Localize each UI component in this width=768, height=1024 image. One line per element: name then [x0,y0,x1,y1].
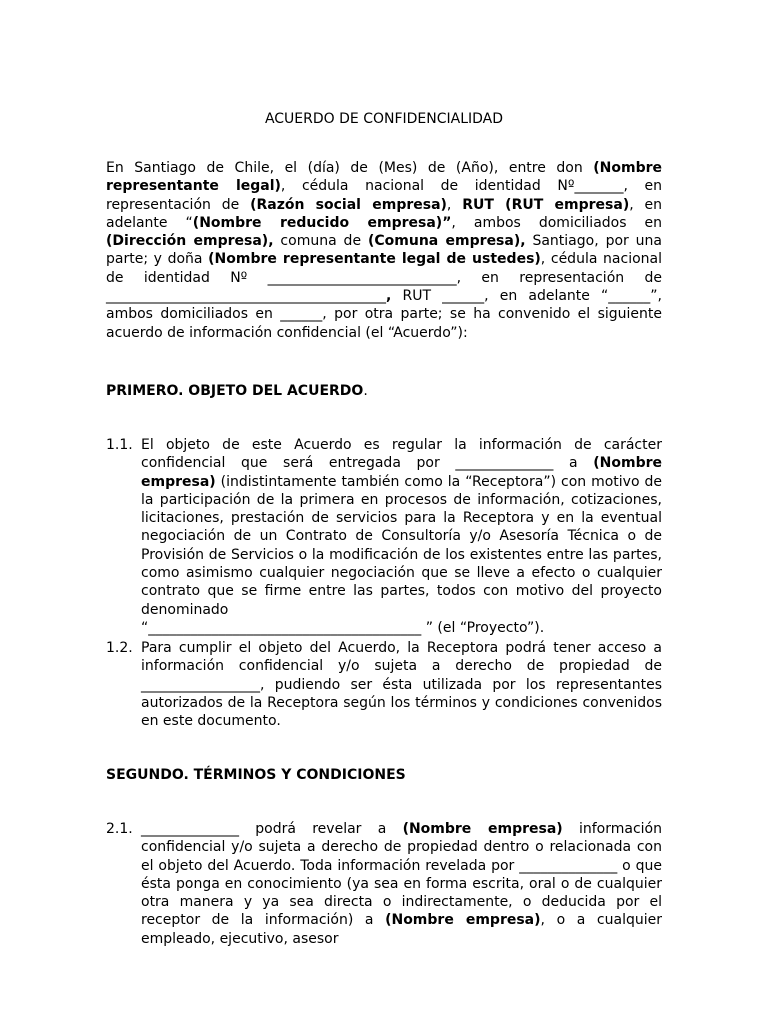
clause-number: 2.1. [106,821,133,837]
intro-text: , cédula nacional de identidad Nº ___________________________, en representación de ________________________________________ [106,251,662,305]
section-heading-segundo [106,766,662,784]
clause-text-part: (indistintamente también como la “Receptora”) con motivo de la participación de la primera en procesos de información, cotizaciones, licitaciones, prestación de servicios para la Receptora y en la eventual negociación de un Contrato de Consultoría y/o Asesoría Técnica o de Provisión de Servicios o la modificación de los existentes entre las partes, como asimismo cualquier negociación que se lleve a efecto o cualquier contrato que se firme entre las partes, todos con motivo del proyecto denominado [141,473,662,618]
intro-text: comuna de [273,233,368,250]
intro-text: , en adelante “ [106,196,662,231]
intro-text: , [446,196,463,213]
intro-bold-address: (Dirección empresa), [106,233,274,250]
intro-paragraph [106,159,662,342]
clause-end-line: “_______________________________________ ” (el “Proyecto”). [141,619,545,636]
clause-text: Para cumplir el objeto del Acuerdo, la Receptora podrá tener acceso a información confidencial y/o sujeta a derecho de propiedad de _________________, pudiendo ser ésta utilizada por los representantes autorizados de la Receptora según los términos y condiciones convenidos en este documento. [141,640,662,730]
section-heading-text: PRIMERO. OBJETO DEL ACUERDO [106,383,364,399]
clause-text-part: información confidencial y/o sujeta a derecho de propiedad dentro o relacionada con el objeto del Acuerdo. Toda información revelada por ______________ o que ésta ponga en conocimiento (ya sea en forma escrita, oral o de cualquier otra manera y ya sea directa o indirectamente, o deducida por el receptor de la información) a [141,821,662,929]
clause-text [141,820,662,948]
intro-text: Santiago, por una parte; y doña [106,233,662,268]
intro-bold-your-representative: (Nombre representante legal de ustedes) [208,251,541,268]
clause-text [141,436,662,619]
clause-text-part: ______________ podrá revelar a [141,821,403,837]
intro-bold-company-name: (Razón social empresa) [250,196,447,213]
intro-bold-short-name: (Nombre reducido empresa)” [192,214,452,231]
clause-number: 1.2. [106,640,133,656]
clause-2-1 [106,820,662,948]
clause-number: 1.1. [106,437,133,453]
intro-text: , cédula nacional de identidad Nº_______, en representación de [106,178,662,213]
intro-bold-rut: RUT (RUT empresa) [462,196,630,213]
section-heading-primero [106,382,662,400]
intro-text: RUT ______, en adelante “______”, ambos domiciliados en ______, por otra parte; se ha convenido el siguiente acuerdo de información confidencial (el “Acuerdo”): [106,288,662,341]
section-heading-suffix: . [363,383,368,399]
intro-text: , ambos domiciliados en [451,214,663,231]
clause-text-part: , o a cualquier empleado, ejecutivo, asesor [141,912,662,947]
intro-bold-comma: , [386,288,392,305]
clause-text-part: El objeto de este Acuerdo es regular la información de carácter confidencial que será entregada por ______________ a [141,437,662,472]
clause-bold-company: (Nombre empresa) [141,455,662,490]
clause-1-2 [106,639,662,730]
intro-bold-commune: (Comuna empresa), [367,233,526,250]
intro-text: En Santiago de Chile, el (día) de (Mes) de (Año), entre don [106,160,594,176]
clause-1-1 [106,436,662,637]
section-heading-text: SEGUNDO. TÉRMINOS Y CONDICIONES [106,767,406,783]
clause-bold-company: (Nombre empresa) [385,912,541,929]
clause-bold-company: (Nombre empresa) [402,821,563,837]
intro-bold-representative: (Nombre representante legal) [106,160,662,195]
document-title: ACUERDO DE CONFIDENCIALIDAD [264,111,504,127]
